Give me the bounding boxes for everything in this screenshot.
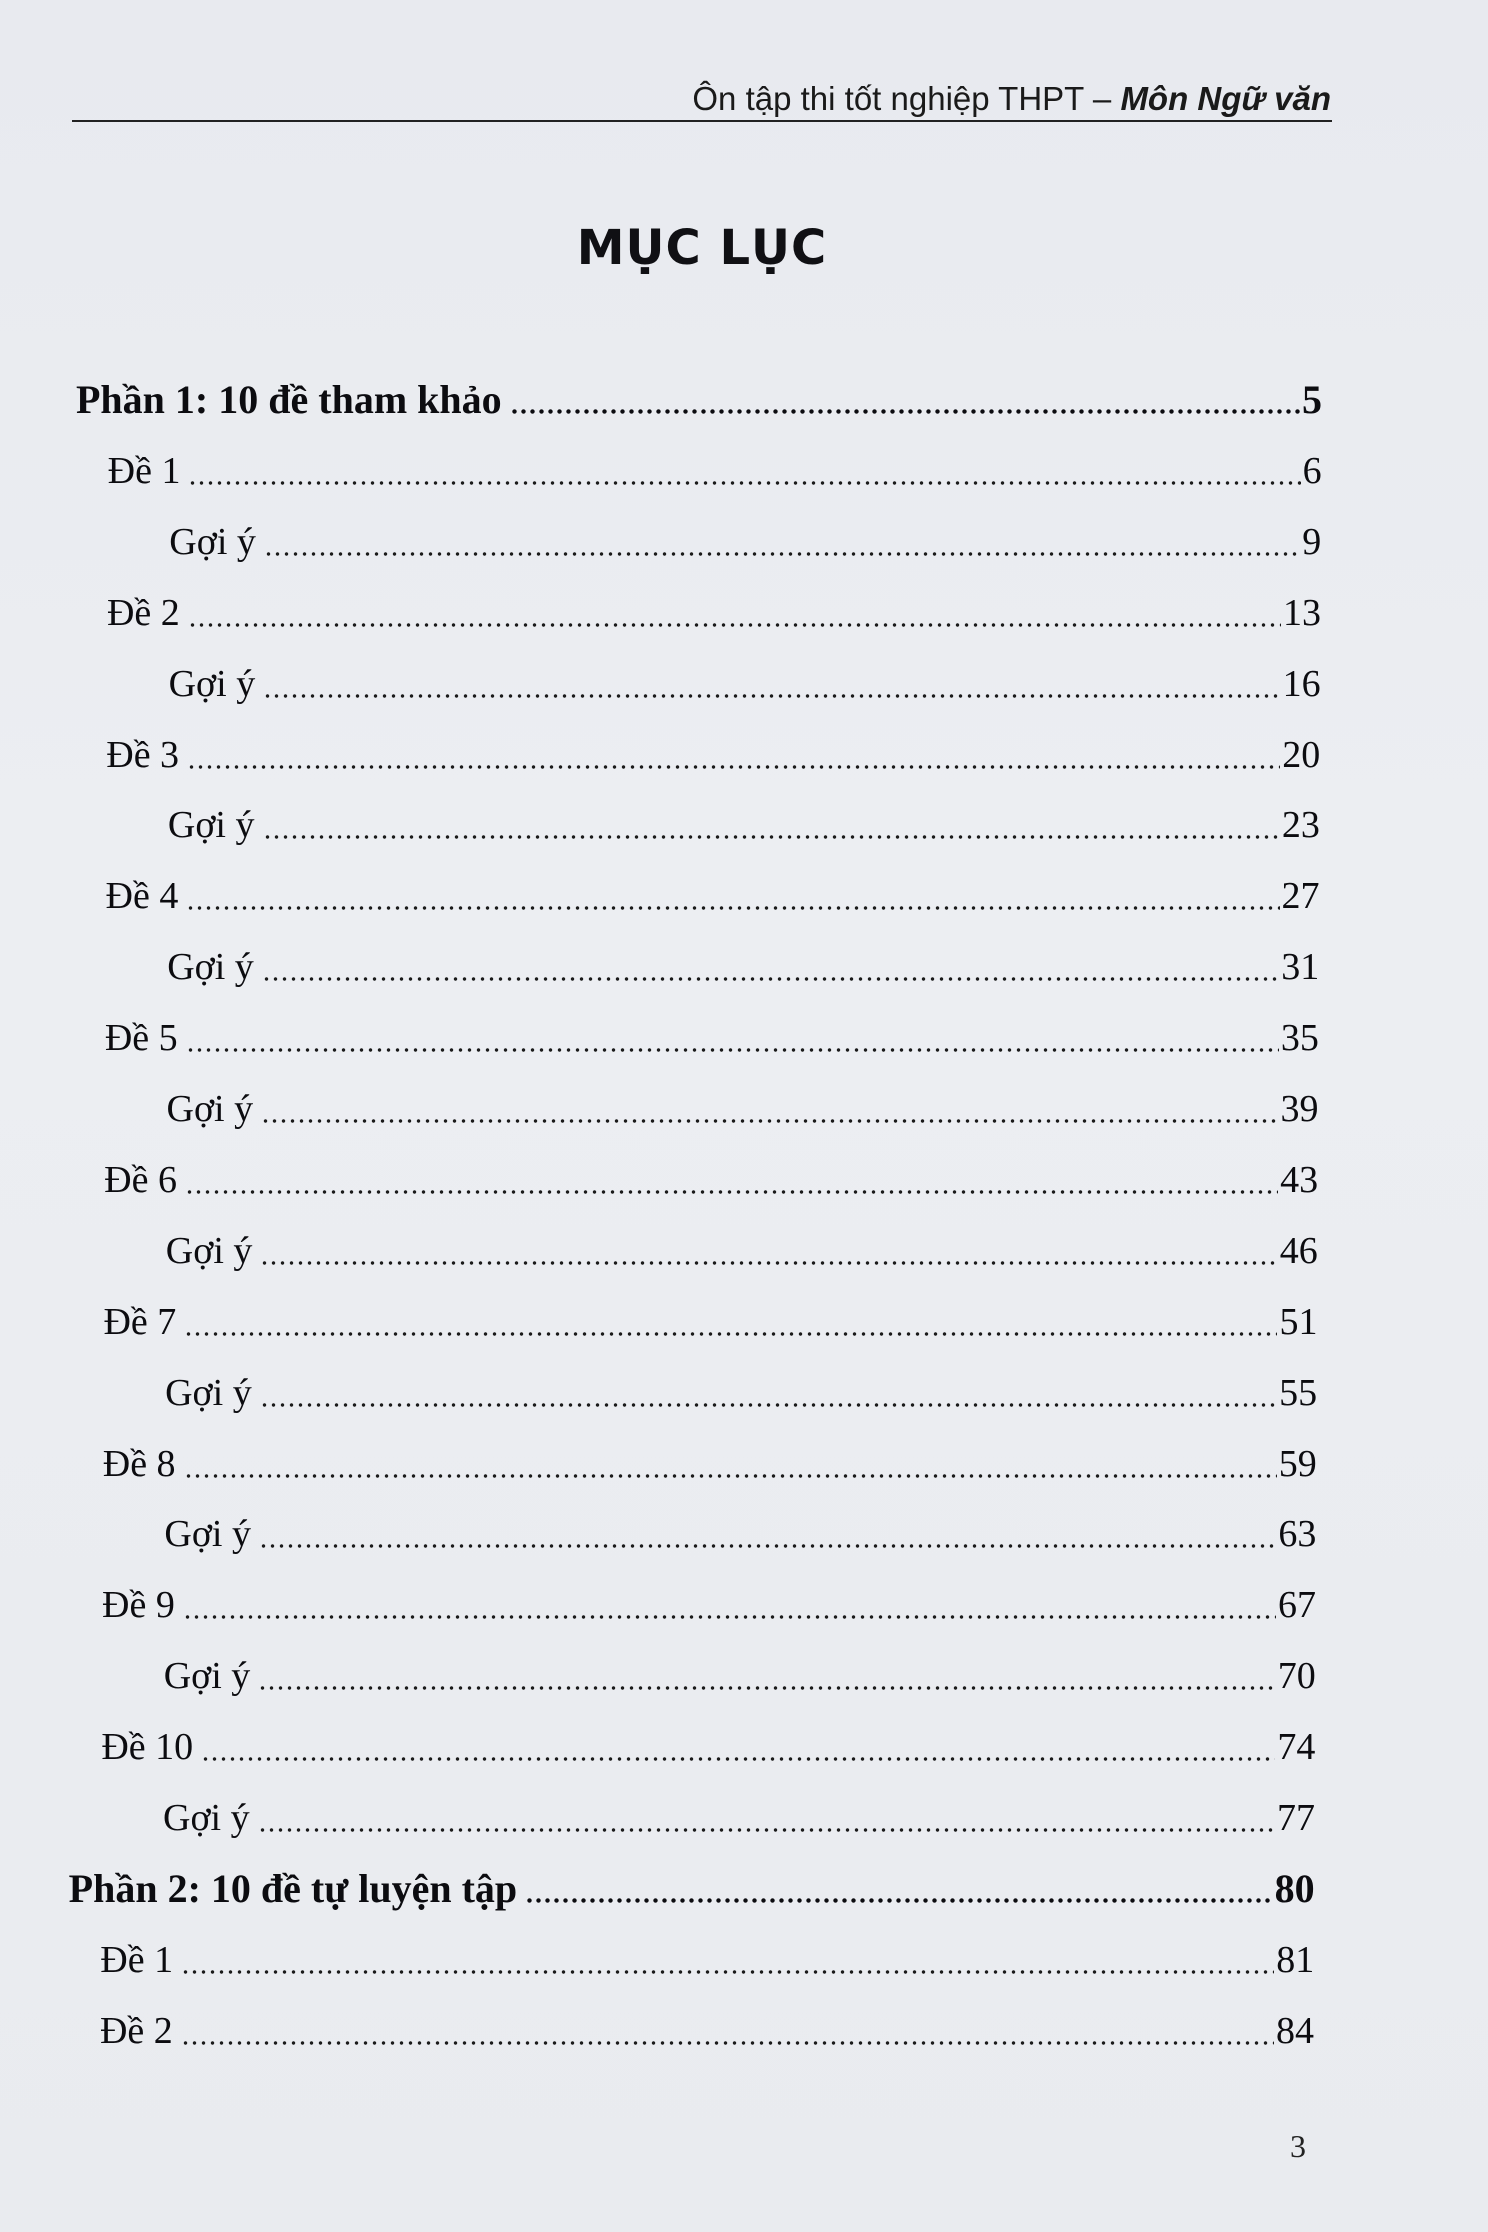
toc-leader-dots	[181, 2040, 1274, 2046]
toc-exam-entry	[103, 1294, 1317, 1350]
toc-entry-label: Đề 9	[102, 1584, 175, 1627]
toc-hint-entry	[167, 939, 1319, 995]
toc-entry-label: Phần 1: 10 đề tham khảo	[76, 377, 502, 422]
toc-entry-page: 43	[1280, 1158, 1319, 1201]
toc-leader-dots	[186, 905, 1279, 911]
toc-leader-dots	[181, 1969, 1274, 1975]
toc-entry-page: 23	[1281, 804, 1320, 847]
toc-hint-entry	[166, 1223, 1318, 1279]
toc-leader-dots	[510, 408, 1300, 415]
toc-entry-label: Gợi ý	[167, 804, 255, 847]
toc-exam-entry	[100, 2003, 1314, 2059]
toc-entry-label: Đề 8	[102, 1442, 176, 1485]
toc-leader-dots	[260, 1260, 1277, 1266]
toc-exam-entry	[106, 868, 1320, 924]
toc-entry-label: Đề 5	[104, 1017, 178, 1060]
toc-entry-page: 74	[1277, 1726, 1316, 1769]
toc-entry-label: Gợi ý	[166, 1088, 254, 1130]
toc-entry-page: 46	[1279, 1229, 1318, 1272]
toc-hint-entry	[164, 1506, 1316, 1562]
toc-leader-dots	[263, 693, 1280, 699]
toc-exam-entry	[107, 585, 1321, 641]
toc-entry-page: 59	[1278, 1442, 1317, 1485]
toc-leader-dots	[183, 1614, 1276, 1620]
toc-leader-dots	[258, 1685, 1275, 1691]
toc-leader-dots	[188, 480, 1300, 486]
toc-entry-label: Đề 6	[104, 1158, 177, 1201]
toc-leader-dots	[187, 764, 1280, 770]
toc-exam-entry	[101, 1719, 1315, 1775]
toc-part-entry	[69, 1861, 1315, 1917]
toc-entry-page: 84	[1275, 2009, 1314, 2052]
toc-entry-page: 81	[1276, 1938, 1315, 1981]
toc-leader-dots	[186, 1047, 1279, 1053]
toc-entry-page: 6	[1302, 449, 1322, 492]
toc-entry-page: 16	[1282, 662, 1321, 705]
toc-entry-page: 80	[1274, 1865, 1315, 1911]
toc-entry-label: Đề 7	[103, 1300, 177, 1343]
toc-leader-dots	[185, 1189, 1278, 1195]
toc-entry-page: 5	[1302, 377, 1322, 422]
toc-leader-dots	[261, 1118, 1278, 1124]
toc-entry-page: 31	[1281, 946, 1320, 989]
toc-entry-page: 51	[1279, 1300, 1318, 1343]
toc-entry-page: 9	[1302, 520, 1322, 563]
toc-leader-dots	[184, 1473, 1277, 1479]
toc-hint-entry	[167, 1081, 1319, 1137]
toc-hint-entry	[164, 1648, 1316, 1704]
toc-entry-page: 63	[1278, 1513, 1317, 1556]
toc-leader-dots	[525, 1897, 1273, 1904]
toc-entry-label: Đề 1	[100, 1938, 174, 1981]
toc-title: MỤC LỤC	[576, 220, 828, 276]
toc-exam-entry	[104, 1152, 1318, 1208]
toc-entry-label: Đề 3	[106, 733, 180, 776]
toc-entry-label: Gợi ý	[165, 1371, 252, 1414]
toc-leader-dots	[188, 622, 1281, 628]
toc-entry-page: 35	[1280, 1017, 1319, 1060]
toc-entry-label: Gợi ý	[169, 520, 256, 563]
toc-leader-dots	[201, 1756, 1275, 1762]
toc-exam-entry	[100, 1932, 1314, 1988]
toc-entry-page: 27	[1281, 875, 1320, 918]
toc-entry-page: 77	[1277, 1797, 1315, 1839]
page-number: 3	[1290, 2128, 1306, 2164]
toc-entry-label: Gợi ý	[165, 1229, 253, 1272]
toc-hint-entry	[163, 1790, 1315, 1846]
toc-entry-label: Đề 2	[106, 591, 180, 634]
toc-leader-dots	[262, 976, 1279, 982]
toc-entry-label: Đề 10	[101, 1726, 194, 1769]
toc-entry-label: Gợi ý	[168, 662, 256, 705]
toc-entry-page: 55	[1279, 1371, 1318, 1414]
toc-entry-page: 70	[1277, 1655, 1316, 1698]
toc-leader-dots	[264, 551, 1300, 557]
toc-leader-dots	[263, 834, 1280, 840]
toc-entry-page: 20	[1282, 733, 1321, 776]
toc-part-entry	[76, 372, 1322, 428]
toc-leader-dots	[184, 1331, 1277, 1337]
toc-entry-page: 67	[1278, 1584, 1317, 1627]
toc-entry-label: Gợi ý	[163, 1655, 251, 1698]
toc-exam-entry	[102, 1577, 1316, 1633]
toc-leader-dots	[260, 1402, 1277, 1408]
toc-hint-entry	[168, 797, 1320, 853]
toc-exam-entry	[103, 1436, 1317, 1492]
toc-exam-entry	[106, 727, 1320, 783]
toc-exam-entry	[105, 1010, 1319, 1066]
toc-entry-label: Gợi ý	[163, 1797, 250, 1839]
toc-entry-label: Đề 4	[105, 875, 179, 918]
toc-exam-entry	[108, 443, 1322, 499]
toc-entry-label: Đề 2	[99, 2009, 173, 2052]
toc-hint-entry	[165, 1365, 1317, 1421]
toc-hint-entry	[169, 656, 1321, 712]
toc-hint-entry	[169, 514, 1321, 570]
toc-entry-label: Gợi ý	[167, 946, 254, 989]
toc-entry-label: Gợi ý	[164, 1513, 251, 1556]
toc-entry-page: 13	[1282, 591, 1321, 634]
toc-leader-dots	[258, 1827, 1275, 1833]
header-course: Ôn tập thi tốt nghiệp THPT –	[692, 80, 1121, 117]
toc-entry-label: Phần 2: 10 đề tự luyện tập	[68, 1865, 518, 1911]
toc-leader-dots	[259, 1543, 1276, 1549]
toc-entry-page: 39	[1280, 1088, 1319, 1130]
toc-entry-label: Đề 1	[107, 449, 181, 492]
header-subject: Môn Ngữ văn	[1120, 80, 1331, 117]
